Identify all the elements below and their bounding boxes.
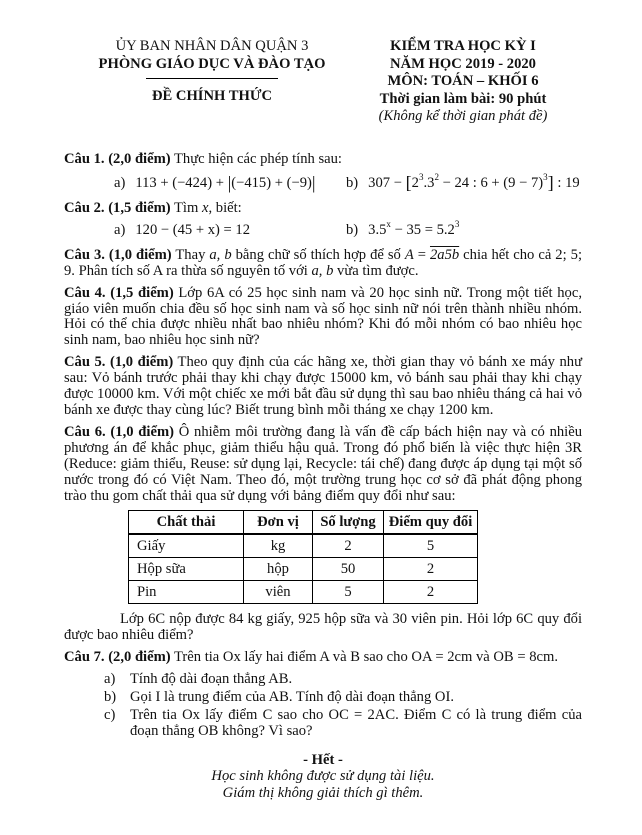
document-header — [64, 38, 582, 126]
footer-rule-1: Học sinh không được sử dụng tài liệu. — [211, 768, 435, 785]
question-1: Câu 1. (2,0 điểm) Thực hiện các phép tính sau: — [64, 150, 342, 167]
question-7c — [64, 708, 582, 740]
question-1a — [114, 173, 346, 192]
issuer-department: PHÒNG GIÁO DỤC VÀ ĐÀO TẠO — [98, 55, 326, 72]
question-7b-text: Gọi I là trung điểm của AB. Tính độ dài đoạn thẳng OI. — [130, 689, 454, 706]
question-4: Câu 4. (1,5 điểm) Lớp 6A có 25 học sinh nam và 20 học sinh nữ. Trong một tiết học, giáo viên muốn chia đều số học sinh nam và số học sinh nữ nói trên thành nhiều nhóm. Hỏi có thể chia được nhiều nhất bao nhiêu nhóm? Khi đó mỗi nhóm có bao nhiêu học sinh nam, bao nhiêu học sinh nữ? — [64, 284, 582, 349]
question-1b-expression: $307 - [2^3.3^2 - 24$ : $6 + (9 - 7)^3$] : 19 — [368, 171, 580, 193]
table-header-quantity: Số lượng — [313, 511, 384, 535]
table-header-unit: Đơn vị — [244, 511, 313, 535]
question-2a-expression: 120 − (45 + x) = 12 — [135, 221, 251, 238]
document-footer — [64, 752, 582, 802]
question-7a-label: a) — [104, 671, 116, 688]
question-1-parts — [64, 173, 582, 192]
question-2a-label: a) — [114, 221, 126, 238]
question-2: Câu 2. (1,5 điểm) Tìm x, biết: — [64, 200, 242, 217]
table-cell: Pin — [129, 581, 244, 604]
end-marker: - Hết - — [303, 751, 343, 768]
table-cell: kg — [244, 534, 313, 558]
table-cell: 2 — [384, 558, 478, 581]
header-divider — [146, 78, 278, 79]
exam-time-note: (Không kể thời gian phát đề) — [378, 108, 548, 124]
question-5: Câu 5. (1,0 điểm) Theo quy định của các hãng xe, thời gian thay vỏ bánh xe máy như sau: Vỏ bánh trước phải thay khi chạy được 15000 km, vỏ bánh sau phải thay khi chạy được 10000 km. Với một chiếc xe mới bắt đầu sử dụng thì sau bao nhiêu tháng cả hai vỏ bánh xe được thay cùng lúc? Biết trung bình mỗi tháng xe chạy 1200 km. — [64, 354, 582, 419]
question-7b — [64, 690, 582, 706]
table-row — [129, 558, 478, 581]
table-cell: 50 — [313, 558, 384, 581]
question-7c-text: Trên tia Ox lấy điểm C sao cho OC = 2AC. Điểm C có là trung điểm của đoạn thẳng OB không? Vì sao? — [130, 706, 582, 739]
question-2-parts — [64, 218, 582, 239]
document-type: ĐỀ CHÍNH THỨC — [151, 88, 272, 104]
exam-year: NĂM HỌC 2019 - 2020 — [390, 55, 536, 72]
table-header-points: Điểm quy đổi — [384, 511, 478, 535]
question-1a-expression: 113 + (−424) + |(−415) + (−9)| — [135, 172, 316, 193]
exam-duration: Thời gian làm bài: 90 phút — [379, 90, 547, 107]
question-1b — [346, 173, 582, 192]
question-7: Câu 7. (2,0 điểm) Trên tia Ox lấy hai điểm A và B sao cho OA = 2cm và OB = 8cm. — [64, 649, 558, 666]
table-cell: 5 — [313, 581, 384, 604]
question-7a — [64, 672, 582, 688]
footer-rule-2: Giám thị không giải thích gì thêm. — [222, 784, 424, 801]
table-row — [129, 581, 478, 604]
table-cell: Giấy — [129, 534, 244, 558]
table-cell: Hộp sữa — [129, 558, 244, 581]
question-6-followup: Lớp 6C nộp được 84 kg giấy, 925 hộp sữa và 30 viên pin. Hỏi lớp 6C quy đổi được bao nhiêu điểm? — [64, 611, 582, 644]
question-2a — [114, 223, 346, 239]
question-2b — [346, 218, 582, 239]
table-cell: 2 — [384, 581, 478, 604]
table-cell: 2 — [313, 534, 384, 558]
question-1b-label: b) — [346, 175, 359, 192]
issuer-block — [90, 38, 334, 126]
question-3: Câu 3. (1,0 điểm) Thay a, b bằng chữ số thích hợp để số A = 2a5b chia hết cho cả 2; 5; 9. Phân tích số A ra thừa số nguyên tố với a, b vừa tìm được. — [64, 246, 582, 279]
question-6: Câu 6. (1,0 điểm) Ô nhiễm môi trường đang là vấn đề cấp bách hiện nay và có nhiều phương án để khắc phục, giảm thiểu hậu quả. Trong đó phổ biến là việc thực hiện 3R (Reduce: giảm thiểu, Reuse: sử dụng lại, Recycle: tái chế) đang được áp dụng tại một số nước trong đó có Việt Nam. Theo đó, một trường trung học cơ sở đã phát động phong trào thu gom chất thải qua sử dụng với bảng điểm quy đổi như sau: — [64, 423, 582, 504]
table-cell: viên — [244, 581, 313, 604]
table-row — [129, 534, 478, 558]
question-7a-text: Tính độ dài đoạn thẳng AB. — [130, 671, 293, 688]
table-cell: hộp — [244, 558, 313, 581]
question-7c-label: c) — [104, 706, 116, 723]
table-header-row — [129, 511, 478, 535]
question-2b-expression: $3.5^x - 35 = 5.2^3$ — [368, 218, 460, 238]
table-cell: 5 — [384, 534, 478, 558]
issuer-parent-org: ỦY BAN NHÂN DÂN QUẬN 3 — [115, 38, 309, 54]
table-header-material: Chất thải — [129, 511, 244, 535]
conversion-table — [128, 510, 478, 604]
question-2b-label: b) — [346, 221, 359, 238]
exam-subject: MÔN: TOÁN – KHỐI 6 — [387, 73, 539, 89]
exam-info-block — [370, 38, 556, 126]
exam-title: KIỂM TRA HỌC KỲ I — [390, 38, 536, 54]
question-7b-label: b) — [104, 689, 117, 706]
question-1a-label: a) — [114, 175, 126, 192]
